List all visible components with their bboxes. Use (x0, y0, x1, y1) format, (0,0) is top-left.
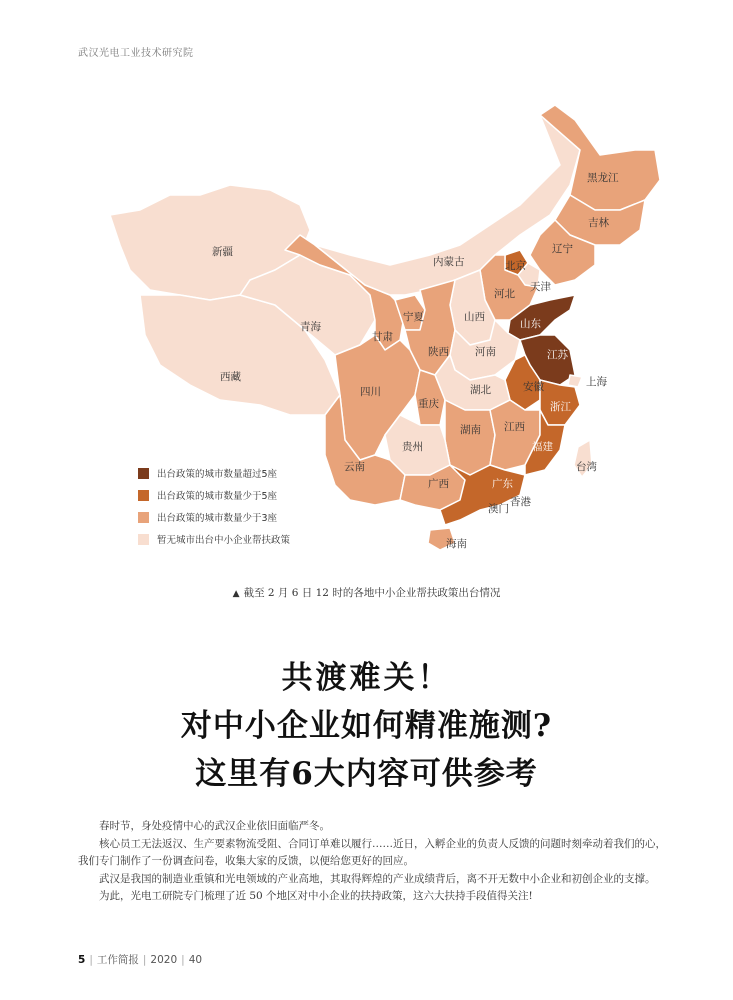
legend-swatch (138, 490, 149, 501)
paragraph-4: 为此，光电工研院专门梳理了近 50 个地区对中小企业的扶持政策，这六大扶持手段值得关注! (99, 890, 533, 903)
legend-label: 暂无城市出台中小企业帮扶政策 (157, 535, 291, 546)
label-hunan: 湖南 (460, 424, 481, 436)
label-chongqing: 重庆 (418, 398, 439, 410)
page-number: 5 (78, 954, 86, 966)
label-guizhou: 贵州 (402, 441, 423, 453)
label-yunnan: 云南 (344, 461, 365, 473)
label-xinjiang: 新疆 (212, 246, 233, 258)
article-title-line-2: 对中小企业如何精准施测? (180, 708, 553, 744)
label-heilongjiang: 黑龙江 (587, 172, 619, 184)
label-zhejiang: 浙江 (550, 401, 571, 413)
label-hebei: 河北 (494, 288, 515, 300)
publication-year: 2020 (150, 954, 178, 966)
region-shanghai (568, 375, 582, 387)
label-jilin: 吉林 (588, 217, 609, 229)
label-liaoning: 辽宁 (552, 243, 573, 255)
label-jiangxi: 江西 (504, 421, 525, 433)
paragraph-2: 核心员工无法返汉、生产要素物流受阻、合同订单难以履行……近日，入孵企业的负责人反馈的问题时刻牵动着我们的心， (99, 837, 666, 850)
label-tianjin: 天津 (530, 281, 551, 293)
article-title-line-3: 这里有6大内容可供参考 (195, 756, 538, 792)
footer-separator: | (181, 954, 185, 966)
label-guangxi: 广西 (428, 478, 449, 490)
label-hubei: 湖北 (470, 384, 491, 396)
label-aomen: 澳门 (488, 503, 509, 515)
label-xianggang: 香港 (510, 496, 531, 508)
legend-item (138, 506, 290, 528)
publication-name: 工作简报 (96, 954, 139, 966)
caption-text: 截至 2 月 6 日 12 时的各地中小企业帮扶政策出台情况 (243, 587, 501, 599)
label-shanghai: 上海 (586, 376, 607, 388)
label-hainan: 海南 (446, 538, 467, 550)
legend-label: 出台政策的城市数量少于5座 (157, 491, 278, 502)
label-henan: 河南 (475, 346, 496, 358)
footer-separator: | (89, 954, 93, 966)
label-qinghai: 青海 (300, 321, 321, 333)
header-org: 武汉光电工业技术研究院 (78, 48, 194, 59)
legend-item (138, 484, 290, 506)
label-shanxi: 山西 (464, 311, 485, 323)
label-gansu: 甘肃 (372, 331, 393, 343)
triangle-icon: ▲ (232, 589, 240, 599)
label-taiwan: 台湾 (576, 461, 597, 473)
label-shandong: 山东 (520, 318, 541, 330)
label-fujian: 福建 (532, 441, 553, 453)
region-hunan (445, 400, 495, 475)
legend-swatch (138, 534, 149, 545)
paragraph-3: 武汉是我国的制造业重镇和光电领域的产业高地，其取得辉煌的产业成绩背后，离不开无数中小企业和初创企业的支撑。 (99, 872, 656, 885)
article-title-line-1: 共渡难关！ (281, 660, 452, 696)
label-jiangsu: 江苏 (547, 349, 568, 361)
legend-swatch (138, 512, 149, 523)
label-guangdong: 广东 (492, 478, 513, 490)
legend-item (138, 528, 290, 550)
label-beijing: 北京 (505, 260, 526, 272)
paragraph-1: 春时节，身处疫情中心的武汉企业依旧面临严冬。 (99, 820, 330, 832)
map-caption (0, 585, 733, 600)
legend-label: 出台政策的城市数量超过5座 (157, 469, 278, 480)
page-footer (78, 952, 202, 967)
legend-label: 出台政策的城市数量少于3座 (157, 513, 278, 524)
label-anhui: 安徽 (523, 381, 544, 393)
label-sichuan: 四川 (360, 386, 381, 398)
map-legend (138, 462, 290, 550)
label-neimenggu: 内蒙古 (433, 256, 465, 268)
legend-swatch (138, 468, 149, 479)
legend-item (138, 462, 290, 484)
label-ningxia: 宁夏 (403, 311, 424, 323)
article-body (78, 818, 703, 906)
label-xizang: 西藏 (220, 371, 241, 383)
label-shaanxi: 陕西 (428, 346, 449, 358)
issue-number: 40 (188, 954, 203, 966)
paragraph-2-cont: 我们专门制作了一份调查问卷，收集大家的反馈，以便给您更好的回应。 (78, 855, 414, 868)
footer-separator: | (142, 954, 147, 966)
